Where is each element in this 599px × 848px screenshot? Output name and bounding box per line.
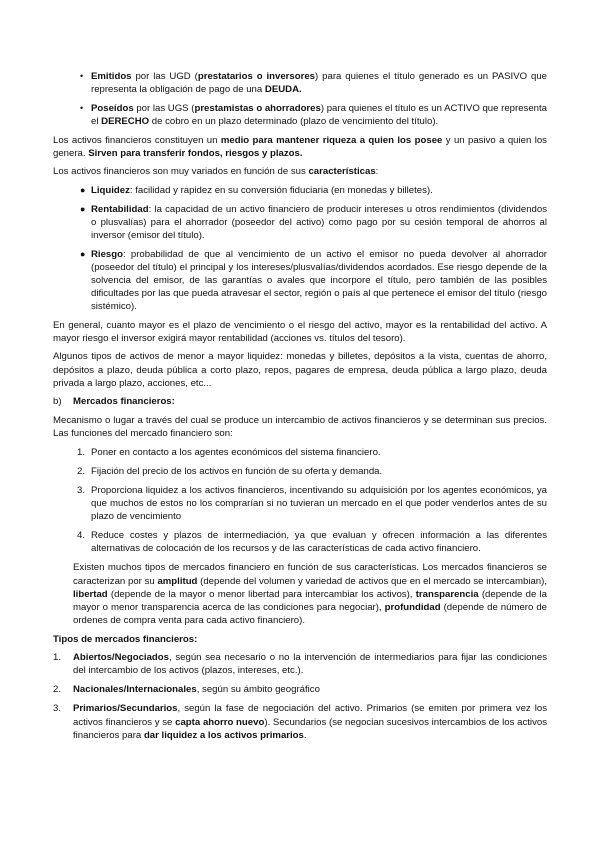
bullet-icon: ● [80, 248, 86, 259]
bullet-icon: • [80, 102, 84, 113]
list-item-funcion-3: 3. Proporciona liquidez a los activos financieros, incentivando su adquisición por los agentes económicos, ya que muchos de estos no los comprarían si no tuvieran un mercado en el que poder venderlos antes de su plazo de vencimiento [77, 484, 547, 523]
heading-tipos-mercados: Tipos de mercados financieros: [53, 633, 198, 645]
list-item-mercado-3: 3. Primarios/Secundarios, según la fase de negociación del activo. Primarios (se emiten por primera vez los activos financieros y se capta ahorro nuevo). Secundarios (se negocian sucesivos intercambios de los activos financieros para dar liquidez a los activos primarios. [53, 703, 547, 741]
paragraph-activos-definicion: Los activos financieros constituyen un medio para mantener riqueza a quien los posee y un pasivo a quien los genera. Sirven para transferir fondos, riesgos y plazos. [53, 134, 547, 159]
list-item-funcion-2: 2. Fijación del precio de los activos en función de su oferta y demanda. [77, 465, 383, 477]
bullet-item-rentabilidad: ● Rentabilidad: la capacidad de un activo financiero de producir intereses u otros rendimientos (dividendos o plusvalías) para el ahorrador (poseedor del activo) como pago por su cesión temporal de ahorros al inversor (emisor del título). [80, 203, 547, 241]
list-item-funcion-4: 4. Reduce costes y plazos de intermediación, ya que evaluan y ofrecen información a las diferentes alternativas de colocación de los recursos y de las características de cada activo financiero. [77, 530, 547, 555]
paragraph-plazo-riesgo: En general, cuanto mayor es el plazo de vencimiento o el riesgo del activo, mayor es la rentabilidad del activo. A mayor riesgo el inversor exigirá mayor rentabilidad (acciones vs. títulos del tesoro). [53, 319, 547, 344]
list-item-mercado-2: 2. Nacionales/Internacionales, según su ámbito geográfico [53, 684, 320, 696]
bullet-icon: ● [80, 203, 86, 214]
bullet-icon: ● [80, 185, 86, 196]
bullet-item-liquidez: ● Liquidez: facilidad y rapidez en su conversión fiduciaria (en monedas y billetes). [80, 185, 433, 197]
paragraph-mecanismo: Mecanismo o lugar a través del cual se produce un intercambio de activos financieros y se determinan sus precios. Las funciones del mercado financiero son: [53, 415, 547, 440]
bullet-item-poseidos: • Poseídos por las UGS (prestamistas o ahorradores) para quienes el título es un ACTIVO que representa el DERECHO de cobro en un plazo determinado (plazo de vencimiento del título). [80, 102, 547, 127]
bullet-item-riesgo: ● Riesgo: probabilidad de que al vencimiento de un activo el emisor no pueda devolver al ahorrador (poseedor del título) el principal y los intereses/plusvalías/dividendos acordados. Ese riesgo depende de la solvencia del emisor, de las garantías o avales que incorpore el título, pero también de las posibles dificultades por las que pueda atravesar el sector, región o país al que pertenece el emisor del título (riesgo sistémico). [80, 248, 547, 312]
paragraph-caracteristicas-mercados: Existen muchos tipos de mercados financiero en función de sus características. Los mercados financieros se caracterizan por su amplitud (depende del volumen y variedad de activos que en el mercado se intercambian), libertad (depende de la mayor o menor libertad para intercambiar los activos), transparencia (depende de la mayor o menor transparencia acerca de las condiciones para negociar), profundidad (depende de número de ordenes de compra venta para cada activo financiero). [73, 562, 547, 626]
list-item-mercado-1: 1. Abiertos/Negociados, según sea necesario o no la intervención de intermediarios para fijar las condiciones del intercambio de los activos (plazos, intereses, etc.). [53, 652, 547, 677]
bullet-icon: • [80, 71, 84, 81]
paragraph-tipos-activos: Algunos tipos de activos de menor a mayor liquidez: monedas y billetes, depósitos a la vista, cuentas de ahorro, depósitos a plazo, deuda pública a corto plazo, repos, pagares de empresa, deuda pública a largo plazo, deuda privada a largo plazo, acciones, etc... [53, 351, 547, 389]
paragraph-caracteristicas-intro: Los activos financieros son muy variados en función de sus características: [53, 166, 379, 178]
bullet-item-emitidos: • Emitidos por las UGD (prestatarios o inversores) para quienes el título generado es un PASIVO que representa la obligación de pago de una DEUDA. [80, 71, 547, 96]
list-item-funcion-1: 1. Poner en contacto a los agentes económicos del sistema financiero. [77, 446, 381, 458]
section-heading-mercados: b) Mercados financieros: [53, 396, 175, 408]
